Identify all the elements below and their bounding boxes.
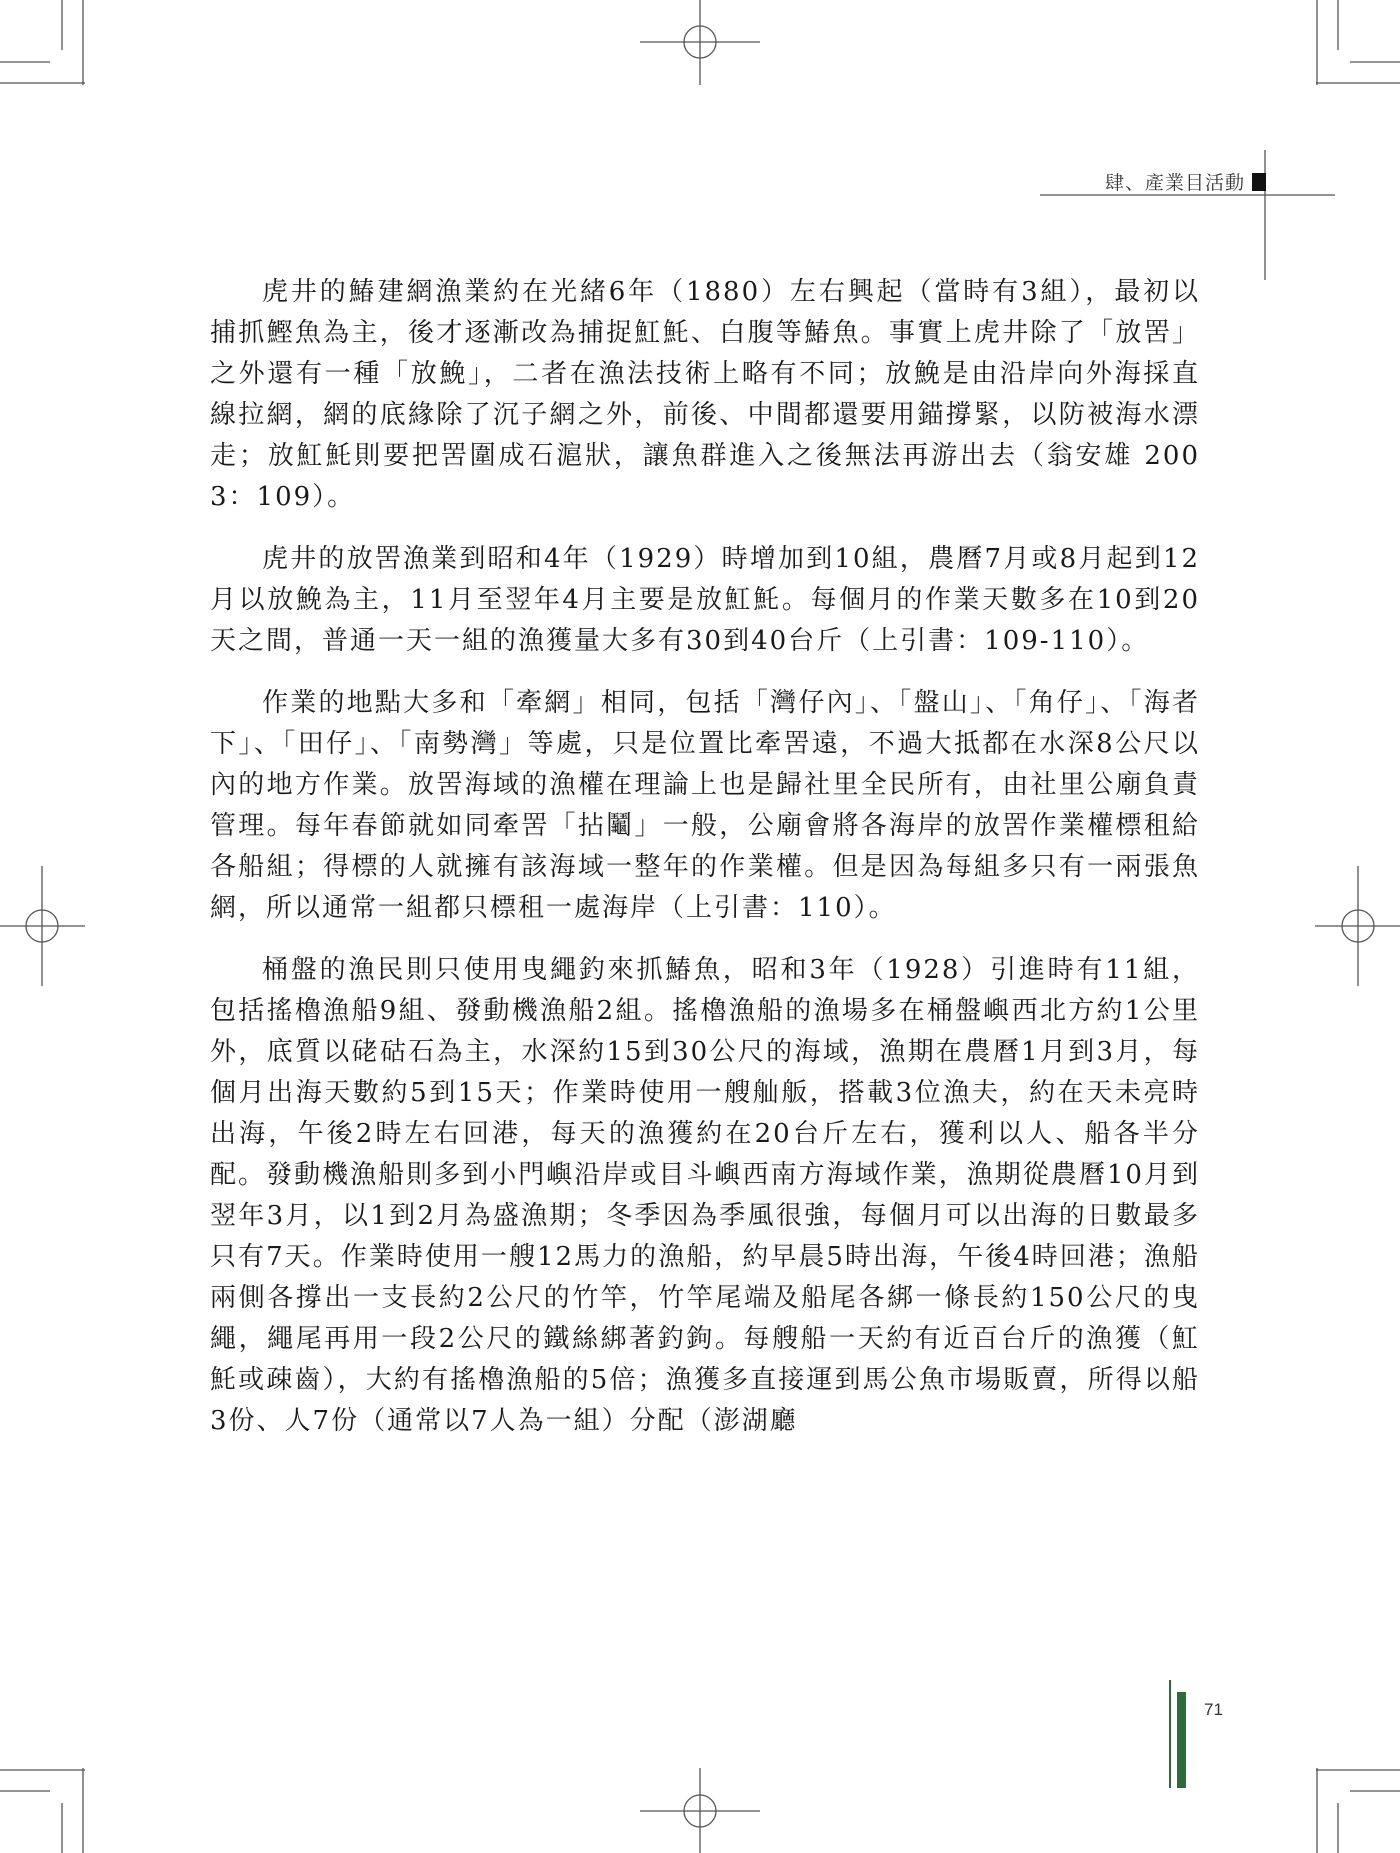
paragraph: 虎井的鰆建網漁業約在光緒6年（1880）左右興起（當時有3組），最初以捕抓鰹魚為主，後才逐漸改為捕捉魟魠、白腹等鰆魚。事實上虎井除了「放罟」之外還有一種「放鮸」，二者在漁法技術上略有不同；放鮸是由沿岸向外海採直線拉網，網的底緣除了沉子網之外，前後、中間都還要用錨撐緊，以防被海水漂走；放魟魠則要把罟圍成石滬狀，讓魚群進入之後無法再游出去（翁安雄 2003：109）。 bbox=[210, 277, 1200, 512]
page-accent-bar bbox=[1177, 1692, 1186, 1788]
page-accent-line bbox=[1169, 1680, 1171, 1788]
paragraph: 作業的地點大多和「牽網」相同，包括「灣仔內」、「盤山」、「角仔」、「海者下」、「田仔」、「南勢灣」等處，只是位置比牽罟遠，不過大抵都在水深8公尺以內的地方作業。放罟海域的漁權在理論上也是歸社里全民所有，由社里公廟負責管理。每年春節就如同牽罟「拈鬮」一般，公廟會將各海岸的放罟作業權標租給各船組；得標的人就擁有該海域一整年的作業權。但是因為每組多只有一兩張魚網，所以通常一組都只標租一處海岸（上引書：110）。 bbox=[210, 688, 1200, 923]
body-text bbox=[210, 272, 1200, 1463]
paragraph: 虎井的放罟漁業到昭和4年（1929）時增加到10組，農曆7月或8月起到12月以放鮸為主，11月至翌年4月主要是放魟魠。每個月的作業天數多在10到20天之間，普通一天一組的漁獲量大多有30到40台斤（上引書：109-110）。 bbox=[210, 544, 1200, 656]
page-number: 71 bbox=[1204, 1700, 1223, 1719]
running-header: 肆、產業目活動 bbox=[1104, 172, 1245, 194]
paragraph: 桶盤的漁民則只使用曳繩釣來抓鰆魚，昭和3年（1928）引進時有11組，包括搖櫓漁船9組、發動機漁船2組。搖櫓漁船的漁場多在桶盤嶼西北方約1公里外，底質以硓𥑮石為主，水深約15到30公尺的海域，漁期在農曆1月到3月，每個月出海天數約5到15天；作業時使用一艘舢舨，搭載3位漁夫，約在天未亮時出海，午後2時左右回港，每天的漁獲約在20台斤左右，獲利以人、船各半分配。發動機漁船則多到小門嶼沿岸或目斗嶼西南方海域作業，漁期從農曆10月到翌年3月，以1到2月為盛漁期；冬季因為季風很強，每個月可以出海的日數最多只有7天。作業時使用一艘12馬力的漁船，約早晨5時出海，午後4時回港；漁船兩側各撐出一支長約2公尺的竹竿，竹竿尾端及船尾各綁一條長約150公尺的曳繩，繩尾再用一段2公尺的鐵絲綁著釣鉤。每艘船一天約有近百台斤的漁獲（魟魠或疎齒），大約有搖櫓漁船的5倍；漁獲多直接運到馬公魚市場販賣，所得以船3份、人7份（通常以7人為一組）分配（澎湖廳 bbox=[210, 955, 1200, 1436]
header-marker bbox=[1252, 173, 1266, 191]
